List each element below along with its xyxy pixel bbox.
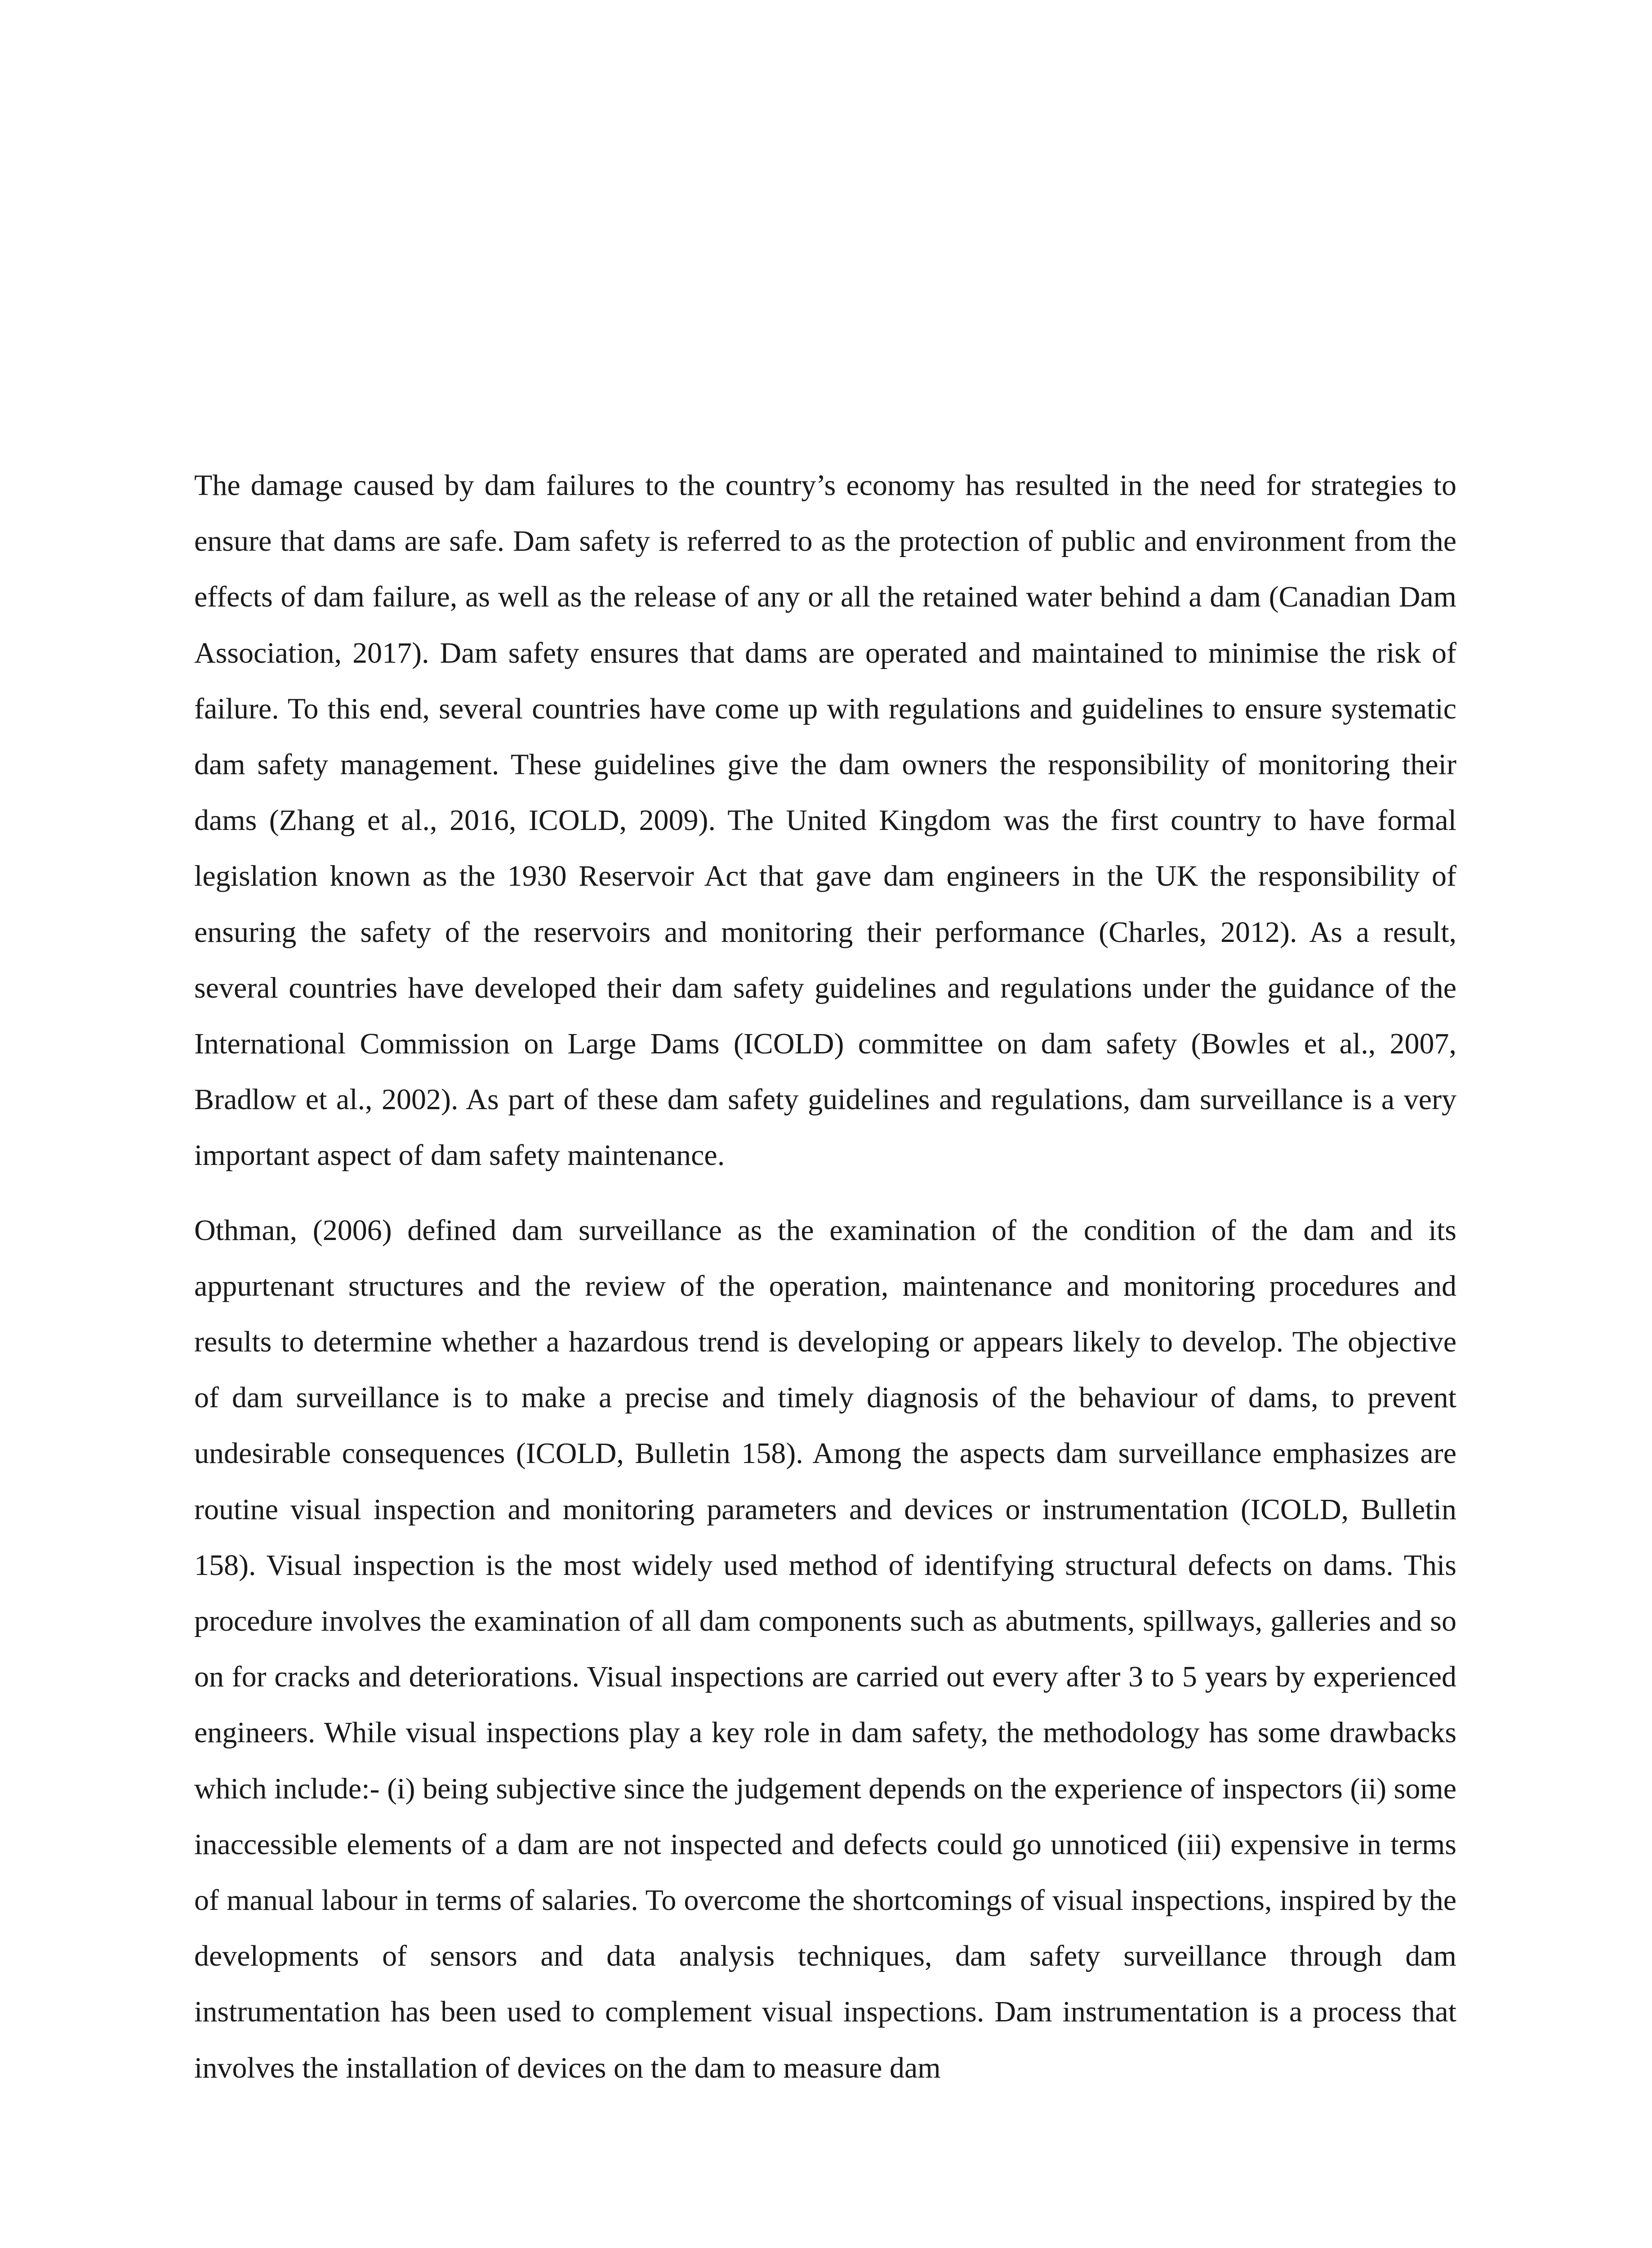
- paragraph-dam-safety: The damage caused by dam failures to the country’s economy has resulted in the need for strategies to ensure that dams are safe. Dam safety is referred to as the protection of public and environment from the effects of dam failure, as well as the release of any or all the retained water behind a dam (Canadian Dam Association, 2017). Dam safety ensures that dams are operated and maintained to minimise the risk of failure. To this end, several countries have come up with regulations and guidelines to ensure systematic dam safety management. These guidelines give the dam owners the responsibility of monitoring their dams (Zhang et al., 2016, ICOLD, 2009). The United Kingdom was the first country to have formal legislation known as the 1930 Reservoir Act that gave dam engineers in the UK the responsibility of ensuring the safety of the reservoirs and monitoring their performance (Charles, 2012). As a result, several countries have developed their dam safety guidelines and regulations under the guidance of the International Commission on Large Dams (ICOLD) committee on dam safety (Bowles et al., 2007, Bradlow et al., 2002). As part of these dam safety guidelines and regulations, dam surveillance is a very important aspect of dam safety maintenance.: [194, 469, 1456, 1172]
- body-text: [194, 458, 1456, 2096]
- paragraph-dam-surveillance: Othman, (2006) defined dam surveillance as the examination of the condition of the dam and its appurtenant structures and the review of the operation, maintenance and monitoring procedures and results to determine whether a hazardous trend is developing or appears likely to develop. The objective of dam surveillance is to make a precise and timely diagnosis of the behaviour of dams, to prevent undesirable consequences (ICOLD, Bulletin 158). Among the aspects dam surveillance emphasizes are routine visual inspection and monitoring parameters and devices or instrumentation (ICOLD, Bulletin 158). Visual inspection is the most widely used method of identifying structural defects on dams. This procedure involves the examination of all dam components such as abutments, spillways, galleries and so on for cracks and deteriorations. Visual inspections are carried out every after 3 to 5 years by experienced engineers. While visual inspections play a key role in dam safety, the methodology has some drawbacks which include:- (i) being subjective since the judgement depends on the experience of inspectors (ii) some inaccessible elements of a dam are not inspected and defects could go unnoticed (iii) expensive in terms of manual labour in terms of salaries. To overcome the shortcomings of visual inspections, inspired by the developments of sensors and data analysis techniques, dam safety surveillance through dam instrumentation has been used to complement visual inspections. Dam instrumentation is a process that involves the installation of devices on the dam to measure dam: [194, 1213, 1456, 2084]
